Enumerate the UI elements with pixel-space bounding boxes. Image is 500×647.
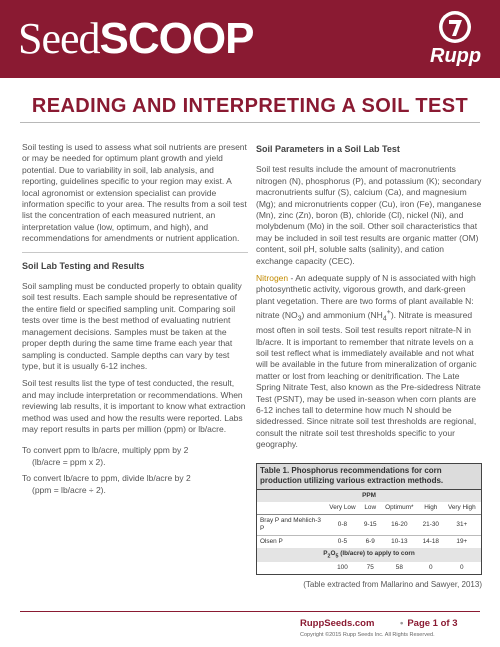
table-header-blank — [257, 502, 324, 515]
apply-text: (lb/acre) to apply to corn — [338, 549, 415, 557]
site-link[interactable]: RuppSeeds.com — [300, 618, 375, 629]
table-header: Optimum* — [380, 502, 419, 515]
table-cell: 6-9 — [365, 537, 375, 545]
subscript: 5 — [335, 552, 339, 559]
table-header: Very High — [443, 502, 481, 515]
page-number-text: Page 1 of 3 — [407, 618, 458, 629]
table-band-ppm — [257, 490, 481, 502]
parameters-paragraph: Soil test results include the amount of macronutrients nitrogen (N), phosphorus (P), and potassium (K); secondary macronutrients sulfur (S), calcium (Ca), and magnesium (Mg); and micronutrients copper (Cu), iron (Fe), manganese (Mn), zinc (Zn), boron (B), chloride (Cl), nickel (Ni), and molybdenum (Mo) in the soil. Other soil characteristics that may be included in soil test results are organic matter (OM) content, soil pH, soluble salts (salinity), and cation exchange capacity (CEC). — [256, 164, 482, 266]
nitrogen-label: Nitrogen — [256, 273, 289, 284]
row-label: Olsen P — [260, 537, 283, 545]
subscript: 4 — [382, 314, 387, 323]
intro-paragraph: Soil testing is used to assess what soil nutrients are present or may be needed for optimum plant growth and yield potential. Due to variability in soil, lab analysis, and reporting, guidelines specific to your region may exist. A local agronomist or extension specialist can provide information specific to your area. The results from a soil test list the concentration of each measured nutrient, an interpretation value (low, optimum, and high), and recommendations for amendments or nutrient application. — [22, 142, 247, 244]
table-title: Table 1. Phosphorus recommendations for corn production utilizing various extraction methods. — [257, 464, 481, 490]
results-paragraph: Soil test results list the type of test conducted, the result, and may include interpretation or recommendations. When reviewing lab results, it is important to know what extraction method was used and how the results were reported. Labs may report results in parts per million (ppm) or lb/acre. — [22, 378, 246, 434]
table-header: Very Low — [324, 502, 360, 515]
table-band-apply — [257, 548, 481, 562]
page-footer — [0, 611, 500, 647]
copyright: Copyright ©2015 Rupp Seeds Inc. All Rights Reserved. — [300, 632, 435, 638]
table-cell: 58 — [395, 563, 403, 571]
section-divider — [22, 252, 248, 253]
left-column — [22, 142, 248, 496]
table-cell: 21-30 — [422, 520, 439, 528]
page-header — [0, 0, 500, 78]
conversion-formula: (ppm = lb/acre ÷ 2). — [32, 484, 106, 495]
phosphorus-data-table — [257, 490, 481, 574]
table-cell: 0 — [429, 563, 433, 571]
table-cell: 9-15 — [363, 520, 377, 528]
table-cell: 0 — [460, 563, 464, 571]
table-row-apply — [257, 562, 481, 574]
subscript: 3 — [297, 314, 302, 323]
table-header-row — [257, 502, 481, 515]
table-row — [257, 535, 481, 548]
apply-heading — [257, 548, 481, 562]
table-cell: 0-8 — [337, 520, 348, 528]
section-title-soil-parameters: Soil Parameters in a Soil Lab Test — [256, 144, 400, 154]
conversion-line: To convert lb/acre to ppm, divide lb/acre by 2 — [22, 473, 191, 484]
rupp-logo-icon — [418, 8, 492, 48]
conversion-ppm-to-lb — [22, 445, 248, 468]
title-rule — [20, 122, 480, 123]
page-number — [396, 618, 458, 629]
superscript: + — [386, 308, 391, 317]
subscript: 2 — [327, 552, 331, 559]
table-cell: 31+ — [456, 520, 468, 528]
conversion-line: To convert ppm to lb/acre, multiply ppm by 2 — [22, 445, 189, 456]
apply-text: O — [330, 549, 336, 557]
footer-rule — [20, 611, 480, 612]
table-cell: 19+ — [456, 537, 468, 545]
nitrogen-paragraph — [256, 273, 482, 451]
phosphorus-table — [256, 463, 482, 575]
table-header: Low — [361, 502, 380, 515]
page-title: READING AND INTERPRETING A SOIL TEST — [31, 95, 469, 117]
table-cell: 100 — [337, 563, 348, 571]
table-cell: 0-5 — [337, 537, 348, 545]
bullet-separator: • — [400, 618, 404, 629]
table-row — [257, 514, 481, 535]
table-caption: (Table extracted from Mallarino and Sawyer, 2013) — [303, 579, 482, 589]
soil-sampling-paragraph: Soil sampling must be conducted properly to obtain quality soil test results. Each sample should be representative of the entire field or specified sampling unit. Comparing soil tests over time is the best method of evaluating nutrient management decisions. Samples must be taken at the proper depth during the same time frame each year that sampling is conducted. Sample depths can vary by test type, but it is usually 6-12 inches. — [22, 281, 242, 371]
right-column — [256, 142, 482, 590]
section-title-soil-lab: Soil Lab Testing and Results — [22, 260, 145, 271]
table-cell: 75 — [366, 563, 374, 571]
conversion-lb-to-ppm — [22, 473, 248, 496]
brand-seed: Seed — [18, 14, 100, 63]
table-cell: 14-18 — [422, 537, 439, 545]
rupp-logo — [418, 8, 492, 72]
table-cell: 10-13 — [391, 537, 408, 545]
nitrogen-text: ) and ammonium (NH — [301, 310, 383, 321]
conversion-formula: (lb/acre = ppm x 2). — [32, 456, 106, 467]
ppm-heading: PPM — [257, 490, 481, 502]
seedscoop-wordmark — [18, 14, 253, 64]
brand-scoop: SCOOP — [99, 14, 254, 63]
apply-text: P — [323, 549, 328, 557]
nitrogen-text: - An adequate supply of N is associated with high photosynthetic activity, vigorous growth, and dark-green plant vegetation. There are two forms of plant available N: nitrate (NO — [256, 273, 476, 321]
row-label: Bray P and Mehlich-3 P — [260, 516, 321, 532]
table-cell: 16-20 — [391, 520, 408, 528]
table-header: High — [419, 502, 443, 515]
table-cell-blank — [257, 562, 324, 574]
nitrogen-text: ). Nitrate is measured most often in soil tests. Soil test results report nitrate-N in lb/acre. It is important to remember that nitrate levels on a soil test reflect what is immediately available and not what will be available in the future from mineralization of organic matter or lost from leaching or denitrification. The Late Spring Nitrate Test, also known as the Pre-sidedress Nitrate Test (PSNT), may be used in-season when corn plants are 6-12 inches tall to determine how much N should be sidedressed. Since nitrate soil test thresholds are regional, consult the nitrate soil test thresholds specific to your geography. — [256, 310, 481, 450]
rupp-logo-text: Rupp — [430, 45, 482, 67]
